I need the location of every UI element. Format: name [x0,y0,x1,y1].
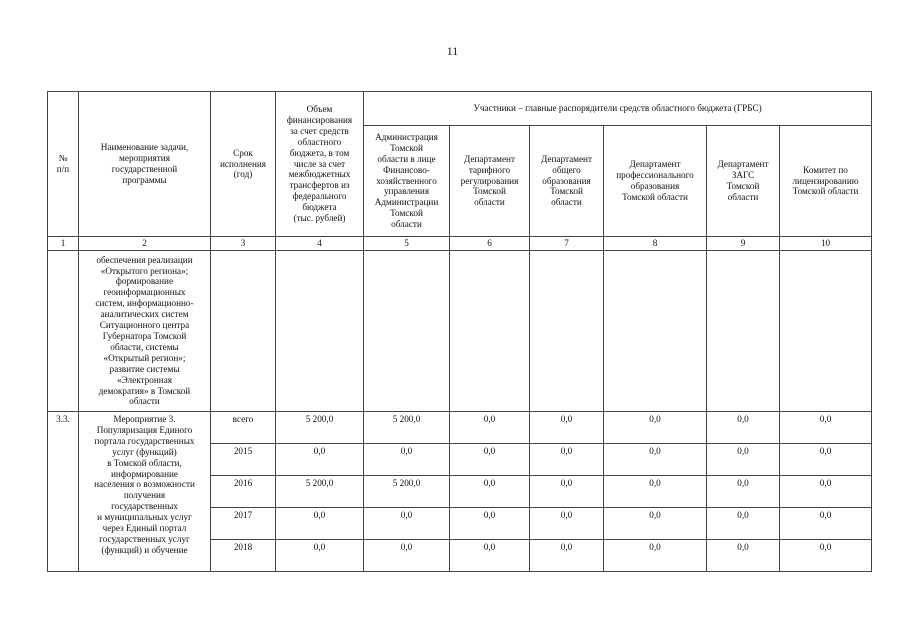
value-cell: 0,0 [780,444,872,476]
column-number: 10 [780,237,872,251]
value-cell: 0,0 [780,508,872,540]
value-cell: 0,0 [530,508,604,540]
header-volume: Объем финансирования за счет средств областного бюджета, в том числе за счет межбюджетных трансфертов из федерального бюджета (тыс. рублей) [276,92,364,237]
measure-number: 3.3. [48,412,79,572]
value-cell: 0,0 [707,476,780,508]
value-cell: 5 200,0 [276,476,364,508]
continuation-row [48,251,872,412]
value-cell: 0,0 [707,508,780,540]
header-row [48,92,872,126]
column-number: 5 [364,237,450,251]
header-name: Наименование задачи, мероприятия государственной программы [79,92,211,237]
column-number: 4 [276,237,364,251]
year-cell: 2016 [211,476,276,508]
value-cell: 0,0 [780,476,872,508]
value-cell: 0,0 [604,540,707,572]
value-cell: 0,0 [364,444,450,476]
value-cell: 0,0 [276,508,364,540]
value-cell: 0,0 [530,444,604,476]
value-cell: 0,0 [780,412,872,444]
value-cell: 0,0 [604,444,707,476]
header-participant-licensing: Комитет по лицензированию Томской области [780,126,872,237]
year-cell: 2015 [211,444,276,476]
value-cell: 5 200,0 [364,476,450,508]
column-number: 7 [530,237,604,251]
header-participant-zags: Департамент ЗАГС Томской области [707,126,780,237]
value-cell: 0,0 [707,540,780,572]
header-participant-general-education: Департамент общего образования Томской области [530,126,604,237]
empty-cell [604,251,707,412]
header-participants: Участники – главные распорядители средств областного бюджета (ГРБС) [364,92,872,126]
page-number: 11 [446,44,459,58]
year-cell: 2017 [211,508,276,540]
value-cell: 0,0 [707,444,780,476]
value-cell: 0,0 [604,476,707,508]
value-cell: 5 200,0 [364,412,450,444]
empty-cell [364,251,450,412]
empty-cell [530,251,604,412]
value-cell: 0,0 [450,412,530,444]
program-table [47,91,872,572]
value-cell: 0,0 [450,476,530,508]
year-cell: всего [211,412,276,444]
value-cell: 0,0 [450,508,530,540]
empty-cell [211,251,276,412]
value-cell: 0,0 [530,476,604,508]
empty-cell [276,251,364,412]
value-cell: 5 200,0 [276,412,364,444]
value-cell: 0,0 [707,412,780,444]
empty-cell [450,251,530,412]
column-number: 9 [707,237,780,251]
header-num: № п/п [48,92,79,237]
column-number: 6 [450,237,530,251]
header-participant-tariff: Департамент тарифного регулирования Томской области [450,126,530,237]
value-cell: 0,0 [364,540,450,572]
value-cell: 0,0 [450,444,530,476]
header-participant-professional-education: Департамент профессионального образования Томской области [604,126,707,237]
value-cell: 0,0 [450,540,530,572]
column-number: 1 [48,237,79,251]
empty-cell [780,251,872,412]
value-cell: 0,0 [530,540,604,572]
column-number: 2 [79,237,211,251]
value-cell: 0,0 [604,412,707,444]
column-numbers-row [48,237,872,251]
measure-name: Мероприятие 3. Популяризация Единого портала государственных услуг (функций) в Томской области, информирование населения о возможности получения государственных и муниципальных услуг через Единый портал государственных услуг (функций) и обучение [79,412,211,572]
value-cell: 0,0 [364,508,450,540]
continuation-text: обеспечения реализации «Открытого региона»; формирование геоинформационных систем, информационно- аналитических систем Ситуационного центра Губернатора Томской области, системы «Открытый регион»; развитие системы «Электронная демократия» в Томской области [79,251,211,412]
column-number: 8 [604,237,707,251]
table-row [48,412,872,444]
value-cell: 0,0 [604,508,707,540]
header-participant-admin: Администрация Томской области в лице Финансово- хозяйственного управления Администрации Томской области [364,126,450,237]
value-cell: 0,0 [276,540,364,572]
continuation-number-cell [48,251,79,412]
empty-cell [707,251,780,412]
column-number: 3 [211,237,276,251]
header-term: Срок исполнения (год) [211,92,276,237]
year-cell: 2018 [211,540,276,572]
value-cell: 0,0 [276,444,364,476]
value-cell: 0,0 [530,412,604,444]
value-cell: 0,0 [780,540,872,572]
